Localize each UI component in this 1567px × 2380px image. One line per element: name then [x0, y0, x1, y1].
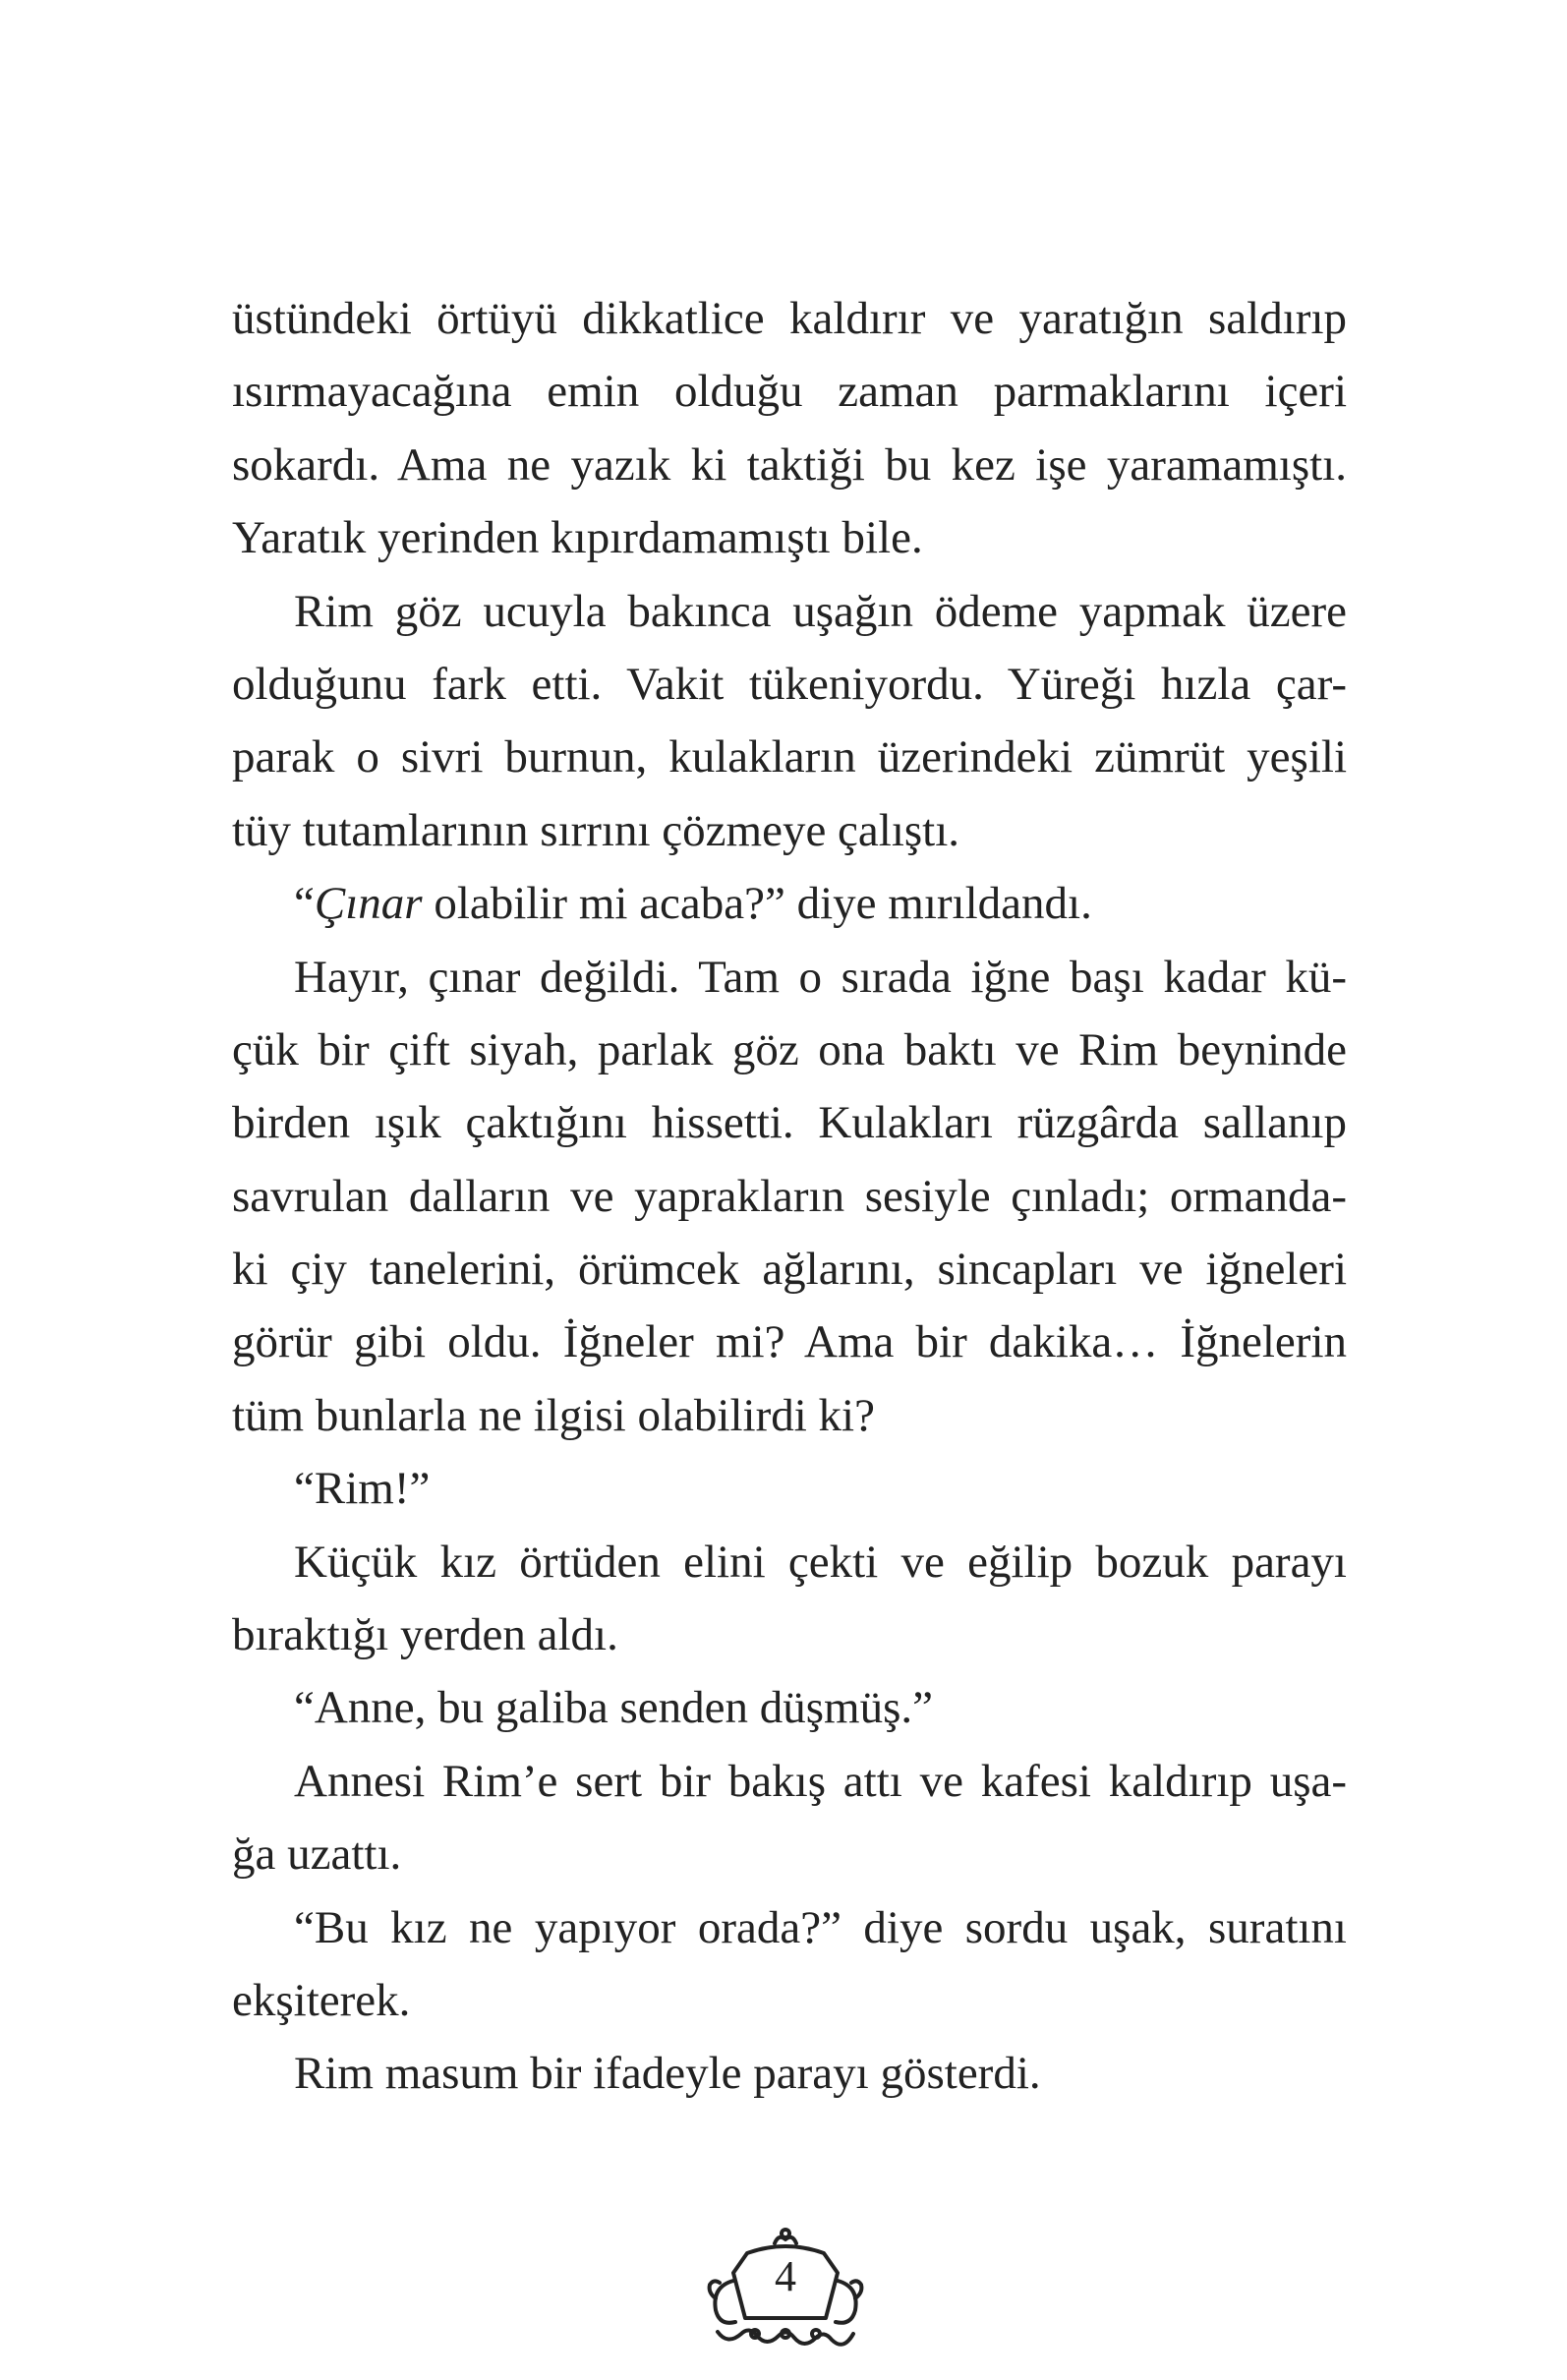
open-quote: “: [294, 878, 315, 930]
text-line: bıraktığı yerden aldı.: [232, 1609, 618, 1661]
text-line: birden ışık çaktığını hissetti. Kulakları rüzgârda sallanıp: [232, 1097, 1347, 1149]
text-line: tüy tutamlarının sırrını çözmeye çalıştı.: [232, 804, 960, 856]
text-line: Yaratık yerinden kıpırdamamıştı bile.: [232, 512, 923, 564]
text-line: Küçük kız örtüden elini çekti ve eğilip bozuk parayı: [294, 1536, 1347, 1588]
body-text: [232, 282, 1347, 2111]
text-line: Rim masum bir ifadeyle parayı gösterdi.: [294, 2048, 1041, 2100]
text-line: “Anne, bu galiba senden düşmüş.”: [294, 1682, 934, 1734]
text-line: “Bu kız ne yapıyor orada?” diye sordu uşak, suratını: [294, 1901, 1347, 1953]
text-line: sokardı. Ama ne yazık ki taktiği bu kez işe yaramamıştı.: [232, 438, 1347, 491]
text-line: ki çiy tanelerini, örümcek ağlarını, sincapları ve iğneleri: [232, 1244, 1347, 1296]
text-line: tüm bunlarla ne ilgisi olabilirdi ki?: [232, 1389, 875, 1441]
text-line: savrulan dalların ve yaprakların sesiyle çınladı; ormanda-: [232, 1170, 1347, 1222]
text-line: Rim göz ucuyla bakınca uşağın ödeme yapmak üzere: [294, 585, 1347, 637]
italic-word: Çınar: [314, 878, 423, 930]
text-line: ğa uzattı.: [232, 1829, 402, 1881]
text-line: ısırmayacağına emin olduğu zaman parmaklarını içeri: [232, 366, 1347, 418]
text-line: parak o sivri burnun, kulakların üzerindeki zümrüt yeşili: [232, 731, 1347, 784]
text-line: çük bir çift siyah, parlak göz ona baktı ve Rim beyninde: [232, 1023, 1347, 1075]
page-number: 4: [775, 2252, 796, 2300]
text-line: “Rim!”: [294, 1463, 431, 1515]
text-line: Annesi Rim’e sert bir bakış attı ve kafesi kaldırıp uşa-: [294, 1755, 1347, 1807]
text-line-dialogue: [232, 867, 1347, 940]
text-line: üstündeki örtüyü dikkatlice kaldırır ve yaratığın saldırıp: [232, 293, 1347, 344]
text-line: olduğunu fark etti. Vakit tükeniyordu. Yüreği hızla çar-: [232, 658, 1347, 710]
text-line: Hayır, çınar değildi. Tam o sırada iğne başı kadar kü-: [294, 951, 1347, 1003]
dialogue-rest: olabilir mi acaba?” diye mırıldandı.: [422, 878, 1092, 930]
text-line: ekşiterek.: [232, 1974, 411, 2026]
text-line: görür gibi oldu. İğneler mi? Ama bir dakika… İğnelerin: [232, 1316, 1347, 1368]
